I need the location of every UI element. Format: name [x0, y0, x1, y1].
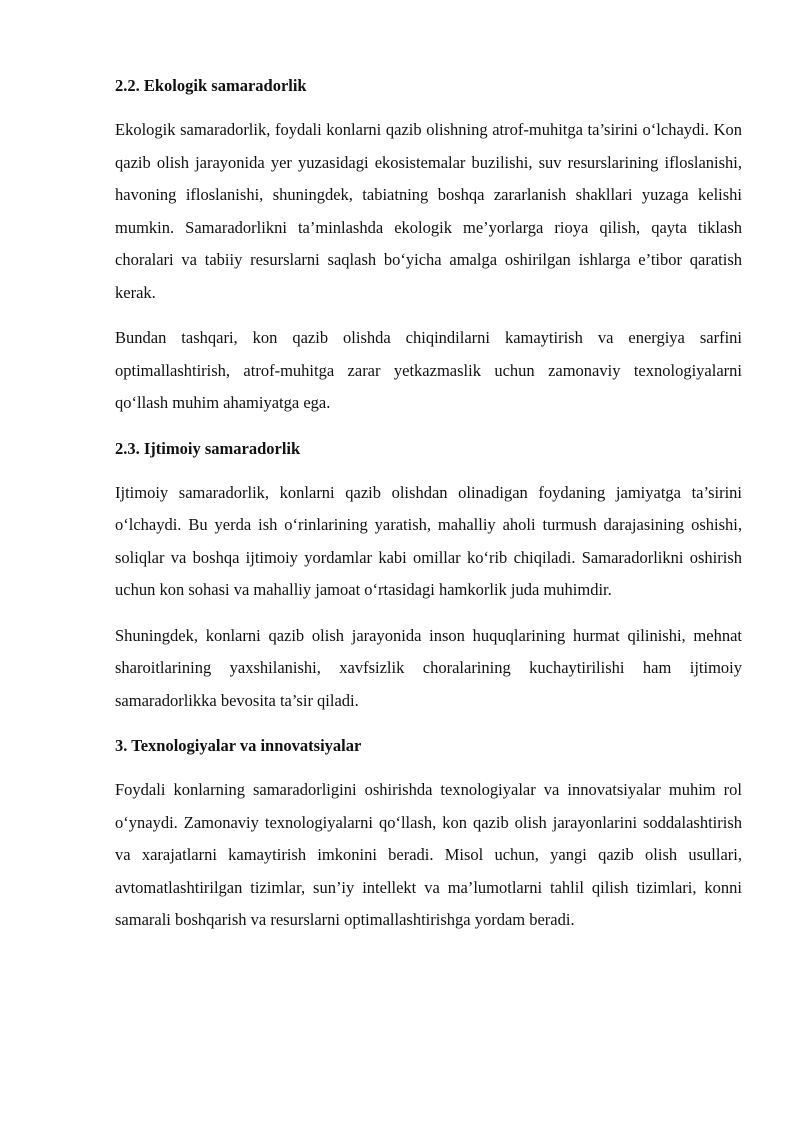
- paragraph: Ekologik samaradorlik, foydali konlarni qazib olishning atrof-muhitga ta’sirini o‘lchaydi. Kon qazib olish jarayonida yer yuzasidagi ekosistemalar buzilishi, suv resurslarining ifloslanishi, havoning ifloslanishi, shuningdek, tabiatning boshqa zararlanish shakllari yuzaga kelishi mumkin. Samaradorlikni ta’minlashda ekologik me’yorlarga rioya qilish, qayta tiklash choralari va tabiiy resurslarni saqlash bo‘yicha amalga oshirilgan ishlarga e’tibor qaratish kerak.: [115, 120, 742, 302]
- document-page: [115, 70, 742, 950]
- section-heading: 2.2. Ekologik samaradorlik: [115, 76, 307, 95]
- paragraph: Bundan tashqari, kon qazib olishda chiqindilarni kamaytirish va energiya sarfini optimallashtirish, atrof-muhitga zarar yetkazmaslik uchun zamonaviy texnologiyalarni qo‘llash muhim ahamiyatga ega.: [115, 328, 742, 412]
- section-ekologik-samaradorlik: [115, 70, 742, 420]
- paragraph: Ijtimoiy samaradorlik, konlarni qazib olishdan olinadigan foydaning jamiyatga ta’sirini o‘lchaydi. Bu yerda ish o‘rinlarining yaratish, mahalliy aholi turmush darajasining oshishi, soliqlar va boshqa ijtimoiy yordamlar kabi omillar ko‘rib chiqiladi. Samaradorlikni oshirish uchun kon sohasi va mahalliy jamoat o‘rtasidagi hamkorlik juda muhimdir.: [115, 482, 742, 599]
- section-heading: 3. Texnologiyalar va innovatsiyalar: [115, 736, 362, 755]
- section-ijtimoiy-samaradorlik: [115, 433, 742, 718]
- paragraph: Shuningdek, konlarni qazib olish jarayonida inson huquqlarining hurmat qilinishi, mehnat sharoitlarining yaxshilanishi, xavfsizlik choralarining kuchaytirilishi ham ijtimoiy samaradorlikka bevosita ta’sir qiladi.: [115, 625, 742, 710]
- section-texnologiyalar: [115, 730, 742, 937]
- section-heading: 2.3. Ijtimoiy samaradorlik: [115, 438, 301, 458]
- paragraph: Foydali konlarning samaradorligini oshirishda texnologiyalar va innovatsiyalar muhim rol o‘ynaydi. Zamonaviy texnologiyalarni qo‘llash, kon qazib olish jarayonlarini soddalashtirish va xarajatlarni kamaytirish imkonini beradi. Misol uchun, yangi qazib olish usullari, avtomatlashtirilgan tizimlar, sun’iy intellekt va ma’lumotlarni tahlil qilish tizimlari, konni samarali boshqarish va resurslarni optimallashtirishga yordam beradi.: [115, 780, 742, 929]
